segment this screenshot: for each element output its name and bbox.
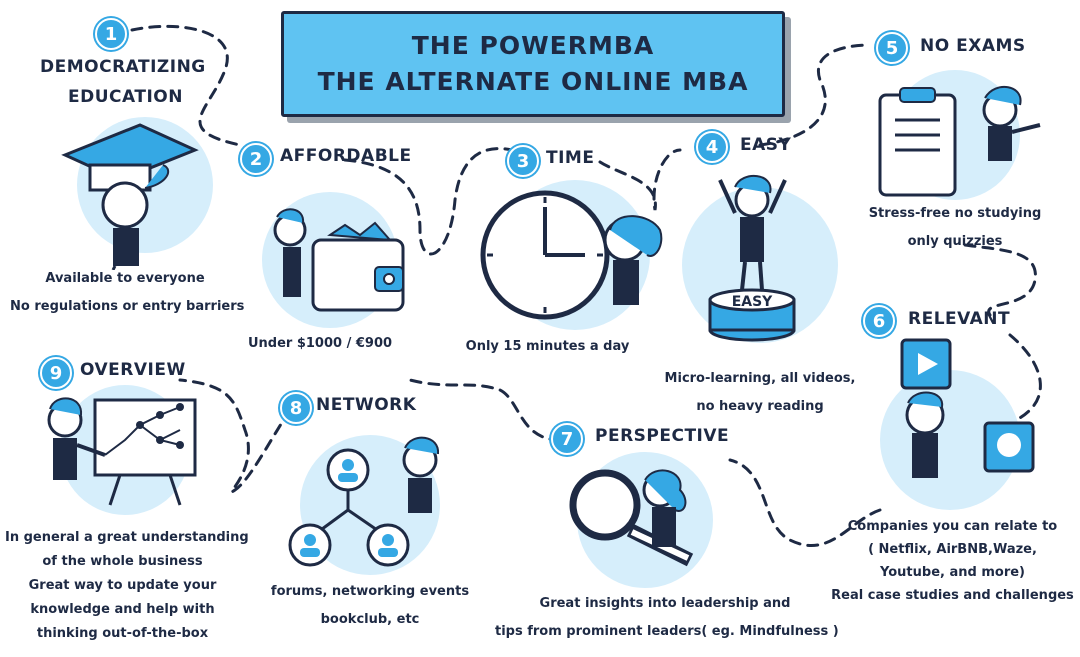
section-3-caption-1: Only 15 minutes a day <box>465 339 630 354</box>
section-6-caption-2: ( Netflix, AirBNB,Waze, <box>868 542 1037 557</box>
section-1-captions <box>10 265 245 321</box>
section-8-captions <box>265 578 475 634</box>
section-3-heading: TIME <box>546 148 595 168</box>
section-7-captions <box>495 590 839 646</box>
section-8-caption-1: forums, networking events <box>270 584 470 599</box>
graduation-cap-icon <box>45 110 215 270</box>
section-6-caption-3: Youtube, and more) <box>880 565 1025 580</box>
section-5-heading: NO EXAMS <box>920 36 1026 56</box>
clock-icon <box>465 175 685 335</box>
section-4-caption-2: no heavy reading <box>696 399 824 414</box>
title-line-2: THE ALTERNATE ONLINE MBA <box>317 67 749 96</box>
clipboard-icon <box>855 70 1055 205</box>
section-5-captions <box>850 200 1060 256</box>
section-9-heading: OVERVIEW <box>80 360 186 380</box>
section-4-caption-1: Micro-learning, all videos, <box>664 371 856 386</box>
chart-board-icon <box>35 385 210 520</box>
section-2-caption-1: Under $1000 / €900 <box>247 336 393 351</box>
section-1-caption-1: Available to everyone <box>45 271 205 286</box>
section-7-number: 7 <box>551 423 583 455</box>
play-icon <box>860 335 1040 510</box>
section-7-caption-2: tips from prominent leaders( eg. Mindfulness ) <box>495 624 839 639</box>
section-2-heading: AFFORDABLE <box>280 146 412 166</box>
section-9-caption-3: Great way to update your <box>28 578 217 593</box>
section-3-captions <box>465 333 630 361</box>
section-1-heading: DEMOCRATIZING <box>40 57 206 77</box>
section-1-number: 1 <box>95 18 127 50</box>
section-9-caption-1: In general a great understanding <box>5 530 249 545</box>
section-6-captions <box>830 515 1075 607</box>
section-6-number: 6 <box>863 305 895 337</box>
section-5-caption-2: only quizzies <box>907 234 1003 249</box>
section-8-number: 8 <box>280 392 312 424</box>
section-2-number: 2 <box>240 143 272 175</box>
section-1-caption-2: No regulations or entry barriers <box>10 299 245 314</box>
section-2-captions <box>240 330 400 358</box>
section-6-heading: RELEVANT <box>908 309 1011 329</box>
section-9-captions <box>5 526 249 646</box>
section-9-caption-4: knowledge and help with <box>30 602 215 617</box>
section-8-caption-2: bookclub, etc <box>320 612 420 627</box>
cake-label: EASY <box>731 294 773 310</box>
section-7-heading: PERSPECTIVE <box>595 426 730 446</box>
section-1-heading-2: EDUCATION <box>68 87 183 107</box>
section-3-number: 3 <box>507 145 539 177</box>
section-5-caption-1: Stress-free no studying <box>868 206 1042 221</box>
cake-icon <box>680 165 840 355</box>
section-4-captions <box>660 365 860 421</box>
section-7-caption-1: Great insights into leadership and <box>539 596 791 611</box>
section-9-number: 9 <box>40 357 72 389</box>
section-6-caption-4: Real case studies and challenges <box>831 588 1074 603</box>
wallet-icon <box>235 185 415 330</box>
section-8-heading: NETWORK <box>316 395 417 415</box>
title-line-1: THE POWERMBA <box>411 31 655 60</box>
section-6-caption-1: Companies you can relate to <box>847 519 1058 534</box>
section-4-heading: EASY <box>740 135 792 155</box>
title-banner <box>281 11 785 117</box>
section-5-number: 5 <box>876 32 908 64</box>
section-4-number: 4 <box>696 131 728 163</box>
magnifier-icon <box>560 445 720 590</box>
network-icon <box>280 420 470 580</box>
section-9-caption-5: thinking out-of-the-box <box>36 626 209 641</box>
section-9-caption-2: of the whole business <box>42 554 203 569</box>
